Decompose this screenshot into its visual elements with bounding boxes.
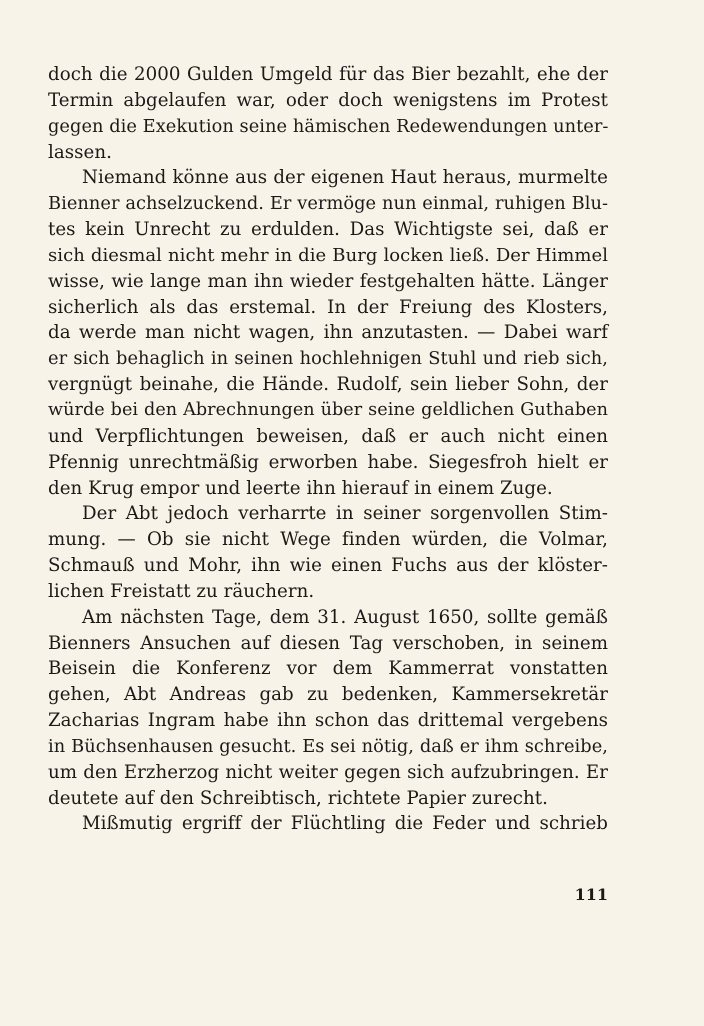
text-line: vergnügt beinahe, die Hände. Rudolf, sein lieber Sohn, der xyxy=(48,374,608,396)
page-number: 111 xyxy=(574,885,608,904)
text-line: Mißmutig ergriff der Flüchtling die Feder und schrieb xyxy=(82,813,608,835)
text-line: in Büchsenhausen gesucht. Es sei nötig, daß er ihm schreibe, xyxy=(48,735,608,757)
body-text xyxy=(48,62,608,837)
text-line: Zacharias Ingram habe ihn schon das drittemal vergebens xyxy=(48,710,608,732)
text-line: wisse, wie lange man ihn wieder festgehalten hätte. Länger xyxy=(48,270,608,292)
text-line: Pfennig unrechtmäßig erworben habe. Siegesfroh hielt er xyxy=(48,451,608,473)
text-line: den Krug empor und leerte ihn hierauf in einem Zuge. xyxy=(48,477,553,499)
text-line: Am nächsten Tage, dem 31. August 1650, sollte gemäß xyxy=(82,606,608,628)
text-line: deutete auf den Schreibtisch, richtete Papier zurecht. xyxy=(48,787,548,809)
text-line: um den Erzherzog nicht weiter gegen sich aufzubringen. Er xyxy=(48,761,608,783)
text-line: Der Abt jedoch verharrte in seiner sorgenvollen Stim- xyxy=(82,503,608,525)
text-line: Termin abgelaufen war, oder doch wenigstens im Protest xyxy=(48,89,608,111)
text-line: doch die 2000 Gulden Umgeld für das Bier bezahlt, ehe der xyxy=(48,64,608,85)
text-line: Bienners Ansuchen auf diesen Tag verschoben, in seinem xyxy=(48,632,608,654)
text-line: Schmauß und Mohr, ihn wie einen Fuchs aus der klöster- xyxy=(48,555,608,577)
text-line: lassen. xyxy=(48,141,112,163)
text-line: würde bei den Abrechnungen über seine geldlichen Guthaben xyxy=(48,399,608,420)
text-line: er sich behaglich in seinen hochlehnigen Stuhl und rieb sich, xyxy=(48,348,608,370)
text-line: tes kein Unrecht zu erdulden. Das Wichtigste sei, daß er xyxy=(48,219,608,241)
text-line: Niemand könne aus der eigenen Haut heraus, murmelte xyxy=(82,167,608,189)
text-line: gegen die Exekution seine hämischen Redewendungen unter- xyxy=(48,115,609,137)
text-line: da werde man nicht wagen, ihn anzutasten. — Dabei warf xyxy=(48,322,608,344)
text-line: sicherlich als das erstemal. In der Freiung des Klosters, xyxy=(48,296,608,318)
text-line: Bienner achselzuckend. Er vermöge nun einmal, ruhigen Blu- xyxy=(48,193,608,215)
text-line: Beisein die Konferenz vor dem Kammerrat vonstatten xyxy=(48,658,608,680)
text-line: lichen Freistatt zu räuchern. xyxy=(48,580,315,602)
text-line: gehen, Abt Andreas gab zu bedenken, Kammersekretär xyxy=(48,684,608,706)
text-line: mung. — Ob sie nicht Wege finden würden, die Volmar, xyxy=(48,529,608,551)
text-line: sich diesmal nicht mehr in die Burg locken ließ. Der Himmel xyxy=(48,244,608,266)
text-line: und Verpflichtungen beweisen, daß er auch nicht einen xyxy=(48,425,608,447)
